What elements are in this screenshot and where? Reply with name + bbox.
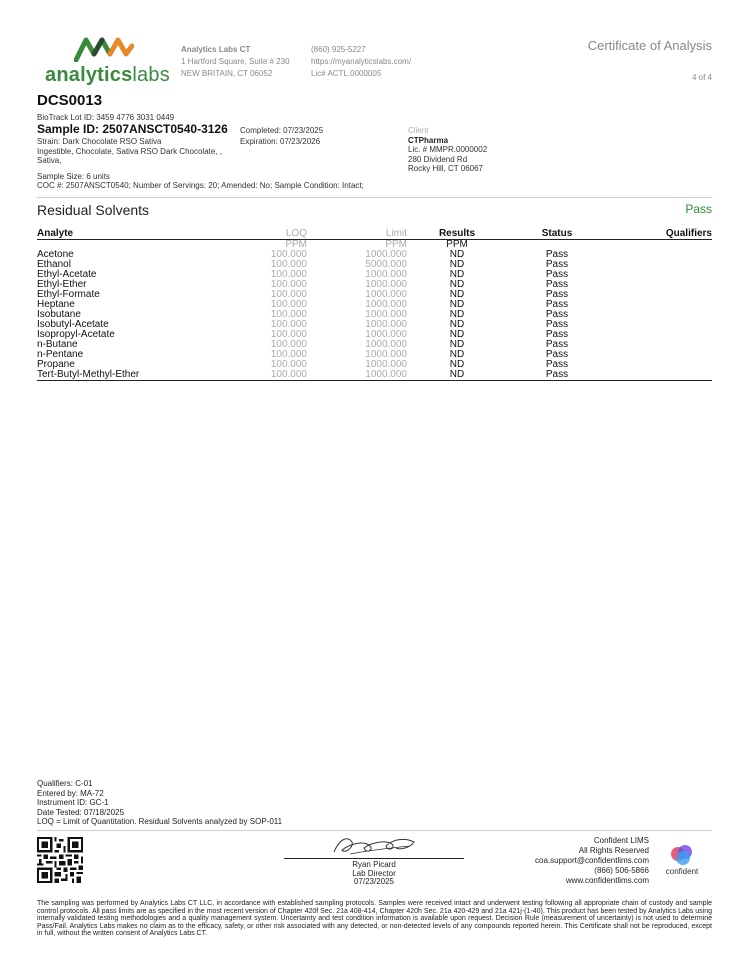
lims-phone: (866) 506-5866: [594, 866, 649, 875]
analyte-cell: Tert-Butyl-Methyl-Ether: [37, 370, 207, 381]
unit-results: PPM: [446, 239, 468, 250]
table-header-row: [37, 229, 712, 240]
status-cell: Pass: [545, 289, 569, 300]
qualifier-cell: [607, 300, 712, 310]
signer-name: Ryan Picard: [352, 860, 396, 869]
limit-cell: 1000.000: [365, 349, 407, 360]
qualifier-cell: [607, 360, 712, 370]
date-tested: Date Tested: 07/18/2025: [37, 807, 125, 817]
qualifier-cell: [607, 280, 712, 290]
analyte-cell: Ethyl-Acetate: [37, 269, 97, 280]
completed-date: Completed: 07/23/2025: [240, 126, 324, 135]
result-cell: ND: [449, 339, 465, 350]
qualifier-cell: [607, 270, 712, 280]
status-cell: Pass: [545, 249, 569, 260]
lims-email[interactable]: coa.support@confidentlims.com: [535, 856, 649, 865]
signature-line: [284, 858, 464, 859]
loq-cell: 100.000: [270, 269, 307, 280]
loq-cell: 100.000: [270, 359, 307, 370]
signer-title: Lab Director: [352, 868, 396, 878]
signed-date: 07/23/2025: [353, 877, 395, 886]
result-cell: ND: [449, 359, 465, 370]
table-row: [37, 370, 712, 381]
limit-cell: 1000.000: [365, 299, 407, 310]
status-cell: Pass: [545, 269, 569, 280]
page-number: 4 of 4: [691, 73, 712, 82]
analyte-cell: Isopropyl-Acetate: [37, 329, 115, 340]
strain-info: [37, 137, 247, 166]
client-label: Client: [408, 126, 429, 135]
limit-cell: 1000.000: [307, 370, 407, 381]
loq-cell: 100.000: [270, 309, 307, 320]
qualifier-cell: [607, 290, 712, 300]
analyte-cell: Ethanol: [37, 259, 71, 270]
limit-cell: 1000.000: [365, 289, 407, 300]
result-cell: ND: [449, 299, 465, 310]
result-cell: ND: [449, 289, 465, 300]
analyte-cell: Isobutyl-Acetate: [37, 319, 109, 330]
limit-cell: 1000.000: [365, 319, 407, 330]
instrument-id: Instrument ID: GC-1: [37, 798, 109, 807]
lab-license: Lic# ACTL.0000005: [311, 69, 382, 78]
qualifier-cell: [607, 320, 712, 330]
confident-logo-text: confident: [665, 867, 699, 876]
col-header-status: Status: [507, 229, 607, 240]
loq-cell: 100.000: [270, 339, 307, 350]
qualifier-cell: [607, 340, 712, 350]
status-cell: Pass: [545, 279, 569, 290]
limit-cell: 1000.000: [365, 269, 407, 280]
client-address-line1: 280 Dividend Rd: [408, 154, 468, 164]
document-title: Certificate of Analysis: [587, 38, 712, 53]
loq-cell: 100.000: [270, 249, 307, 260]
lab-website[interactable]: https://myanalyticslabs.com/: [311, 57, 412, 66]
result-cell: ND: [449, 269, 465, 280]
client-block: [408, 126, 487, 174]
lab-address-line2: NEW BRITAIN, CT 06052: [181, 69, 273, 78]
entered-by: Entered by: MA-72: [37, 788, 104, 798]
col-header-analyte: Analyte: [37, 229, 207, 240]
sample-size: Sample Size: 6 units: [37, 172, 110, 181]
sample-size-block: [37, 173, 364, 190]
status-cell: Pass: [545, 339, 569, 350]
analyte-cell: Isobutane: [37, 309, 81, 320]
qr-code-icon[interactable]: [37, 837, 83, 883]
expiration-date: Expiration: 07/23/2026: [240, 137, 321, 146]
qualifiers-note: Qualifiers: C-01: [37, 779, 93, 788]
analyte-cell: Heptane: [37, 299, 75, 310]
qualifier-cell: [607, 370, 712, 381]
result-cell: ND: [449, 259, 465, 270]
limit-cell: 5000.000: [365, 259, 407, 270]
lab-phone: (860) 925-5227: [311, 45, 366, 54]
result-cell: ND: [449, 319, 465, 330]
result-cell: ND: [449, 309, 465, 320]
qualifier-cell: [607, 350, 712, 360]
lims-rights: All Rights Reserved: [578, 846, 649, 855]
lab-address-line1: 1 Hartford Square, Suite # 230: [181, 57, 290, 66]
product-code: DCS0013: [37, 92, 103, 109]
analyte-cell: Acetone: [37, 249, 74, 260]
lims-block: [520, 836, 649, 886]
unit-loq: PPM: [285, 239, 307, 250]
loq-cell: 100.000: [270, 319, 307, 330]
limit-cell: 1000.000: [365, 339, 407, 350]
loq-cell: 100.000: [270, 349, 307, 360]
status-cell: Pass: [545, 259, 569, 270]
status-cell: Pass: [507, 370, 607, 381]
unit-limit: PPM: [385, 239, 407, 250]
col-header-limit: Limit: [307, 229, 407, 240]
analyte-cell: Propane: [37, 359, 75, 370]
status-cell: Pass: [545, 349, 569, 360]
limit-cell: 1000.000: [365, 249, 407, 260]
product-type-line-cont: Sativa,: [37, 156, 62, 165]
status-cell: Pass: [545, 329, 569, 340]
analyte-cell: n-Butane: [37, 339, 78, 350]
status-cell: Pass: [545, 299, 569, 310]
loq-cell: 100.000: [270, 289, 307, 300]
limit-cell: 1000.000: [365, 359, 407, 370]
lims-website[interactable]: www.confidentlims.com: [565, 876, 649, 885]
qualifier-cell: [607, 310, 712, 320]
loq-cell: 100.000: [270, 259, 307, 270]
loq-note: LOQ = Limit of Quantitation. Residual Solvents analyzed by SOP-011: [37, 817, 283, 826]
limit-cell: 1000.000: [365, 279, 407, 290]
status-cell: Pass: [545, 319, 569, 330]
lab-name: Analytics Labs CT: [181, 45, 251, 54]
qualifier-cell: [607, 260, 712, 270]
lab-contact-block: [311, 44, 411, 80]
status-cell: Pass: [545, 309, 569, 320]
coc-info: COC #: 2507ANSCT0540; Number of Servings: 20; Amended: No; Sample Condition: Intact;: [37, 180, 364, 190]
col-header-qualifiers: Qualifiers: [607, 229, 712, 240]
client-address-line2: Rocky Hill, CT 06067: [408, 164, 483, 173]
section-status-badge: Pass: [685, 202, 712, 216]
analyte-cell: Ethyl-Ether: [37, 279, 87, 290]
lims-name: Confident LIMS: [593, 836, 649, 845]
divider: [37, 830, 712, 831]
analytics-labs-logo: [38, 36, 168, 88]
signer-block: [284, 861, 464, 887]
product-type-line: Ingestible, Chocolate, Sativa RSO Dark Chocolate, ,: [37, 146, 222, 156]
section-title: Residual Solvents: [37, 202, 150, 218]
loq-cell: 100.000: [270, 299, 307, 310]
signature-image: [330, 834, 420, 858]
loq-cell: 100.000: [270, 279, 307, 290]
residual-solvents-table: [37, 229, 712, 381]
biotrack-lot-id: BioTrack Lot ID: 3459 4776 3031 0449: [37, 113, 175, 122]
col-header-loq: LOQ: [207, 229, 307, 240]
result-cell: ND: [449, 349, 465, 360]
logo-mark-icon: [74, 36, 134, 62]
disclaimer-text: The sampling was performed by Analytics Labs CT LLC, in accordance with established sampling protocols. Samples were received intact and underwent testing following all appropriate chain of custody and sample control protocols. All pass limits are as specified in the most recent version of Chapter 420f Sec. 21a 408-414, Chapter 420h Sec. 21a 420-429 and 21a 421j-(1-40). This product has been tested by Analytics Labs using internally validated testing methodologies and a quality management system. Uncertainty and test condition information is available upon request. Decision Rule (measurement of uncertainty) is not used to determine Pass/Fail. Analytics Labs makes no claim as to the efficacy, safety, or other risk associated with any detected, or non-detected levels of any compounds reported herein. This Certificate shall not be reproduced, except in full, without the written consent of Analytics Labs CT.: [37, 900, 712, 937]
divider: [37, 197, 712, 198]
qualifier-cell: [607, 250, 712, 260]
status-cell: Pass: [545, 359, 569, 370]
loq-cell: 100.000: [270, 329, 307, 340]
client-name: CTPharma: [408, 135, 449, 145]
unit-cell-empty: [607, 240, 712, 251]
analyte-cell: n-Pentane: [37, 349, 84, 360]
result-cell: ND: [449, 249, 465, 260]
result-cell: ND: [449, 279, 465, 290]
col-header-results: Results: [407, 229, 507, 240]
test-notes: [37, 779, 282, 827]
dates-block: [240, 125, 323, 147]
lab-address-block: [181, 44, 290, 80]
result-cell: ND: [449, 329, 465, 340]
strain-line: Strain: Dark Chocolate RSO Sativa: [37, 137, 162, 146]
analyte-cell: Ethyl-Formate: [37, 289, 100, 300]
limit-cell: 1000.000: [365, 309, 407, 320]
logo-text: analyticslabs: [45, 64, 170, 86]
client-license: Lic. # MMPR.0000002: [408, 145, 488, 154]
result-cell: ND: [407, 370, 507, 381]
sample-id: Sample ID: 2507ANSCT0540-3126: [37, 122, 228, 136]
limit-cell: 1000.000: [365, 329, 407, 340]
qualifier-cell: [607, 330, 712, 340]
loq-cell: 100.000: [207, 370, 307, 381]
